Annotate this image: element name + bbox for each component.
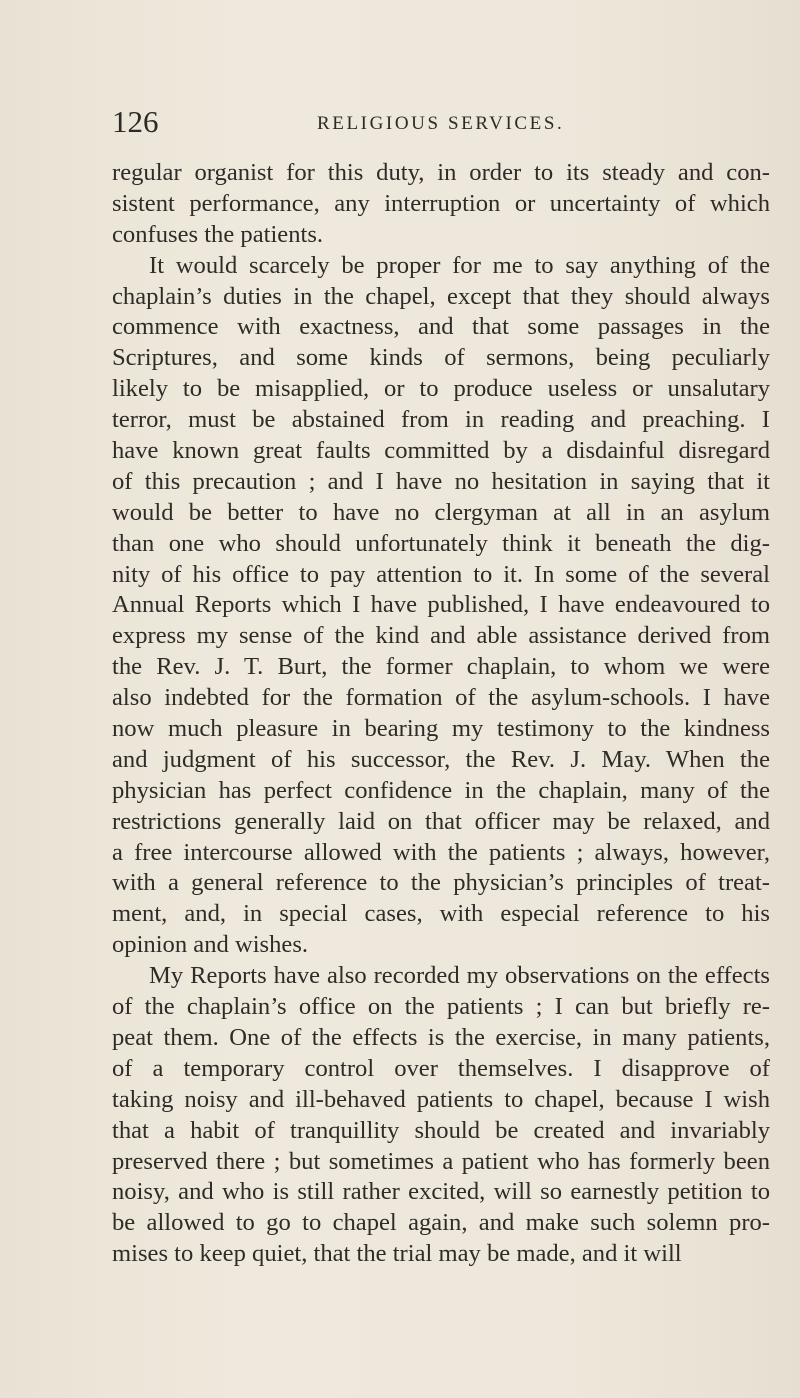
text-line: physician has perfect confidence in the chaplain, many of the: [112, 776, 770, 804]
text-line: taking noisy and ill-behaved patients to chapel, because I wish: [112, 1085, 770, 1113]
text-line: likely to be misapplied, or to produce useless or unsalutary: [112, 375, 770, 403]
page-number: 126: [112, 104, 159, 139]
text-line: My Reports have also recorded my observations on the effects: [149, 962, 770, 990]
text-line: noisy, and who is still rather excited, will so earnestly petition to: [112, 1178, 770, 1206]
text-line: would be better to have no clergyman at all in an asylum: [112, 498, 770, 526]
text-line: nity of his office to pay attention to it. In some of the several: [112, 560, 770, 588]
text-line: terror, must be abstained from in reading and preaching. I: [112, 406, 770, 434]
text-line: of this precaution ; and I have no hesitation in saying that it: [112, 467, 770, 495]
text-line: have known great faults committed by a disdainful disregard: [112, 437, 770, 465]
text-line: with a general reference to the physician’s principles of treat-: [112, 869, 770, 897]
text-line: of the chaplain’s office on the patients ; I can but briefly re-: [112, 993, 770, 1021]
text-line: now much pleasure in bearing my testimony to the kindness: [112, 715, 770, 743]
paragraph: [112, 158, 770, 251]
text-line: commence with exactness, and that some passages in the: [112, 313, 770, 341]
text-line: the Rev. J. T. Burt, the former chaplain, to whom we were: [112, 653, 770, 681]
text-line: opinion and wishes.: [112, 931, 309, 959]
text-line: Scriptures, and some kinds of sermons, being peculiarly: [112, 344, 770, 372]
text-line: sistent performance, any interruption or uncertainty of which: [112, 189, 770, 217]
text-line: that a habit of tranquillity should be created and invariably: [112, 1116, 770, 1144]
text-line: than one who should unfortunately think it beneath the dig-: [112, 529, 770, 557]
paragraph: [112, 961, 770, 1270]
text-line: preserved there ; but sometimes a patient who has formerly been: [112, 1147, 770, 1175]
text-line: restrictions generally laid on that officer may be relaxed, and: [112, 807, 770, 835]
text-line: ment, and, in special cases, with especial reference to his: [112, 900, 770, 928]
text-line: Annual Reports which I have published, I have endeavoured to: [112, 591, 770, 619]
text-line: peat them. One of the effects is the exercise, in many patients,: [112, 1023, 770, 1051]
text-line: of a temporary control over themselves. I disapprove of: [112, 1054, 770, 1082]
text-line: and judgment of his successor, the Rev. J. May. When the: [112, 745, 770, 773]
text-line: regular organist for this duty, in order to its steady and con-: [112, 159, 770, 186]
text-line: chaplain’s duties in the chapel, except that they should always: [112, 282, 770, 310]
running-head: RELIGIOUS SERVICES.: [317, 113, 565, 134]
text-line: It would scarcely be proper for me to say anything of the: [149, 251, 770, 279]
paragraph: [112, 251, 770, 961]
text-line: mises to keep quiet, that the trial may be made, and it will: [112, 1240, 682, 1268]
text-line: a free intercourse allowed with the patients ; always, however,: [112, 838, 770, 866]
text-line: express my sense of the kind and able assistance derived from: [112, 622, 770, 650]
body-text: [112, 158, 770, 1270]
text-line: be allowed to go to chapel again, and make such solemn pro-: [112, 1209, 770, 1237]
text-line: confuses the patients.: [112, 220, 324, 248]
page-header: [112, 104, 772, 144]
text-line: also indebted for the formation of the asylum-schools. I have: [112, 684, 770, 712]
